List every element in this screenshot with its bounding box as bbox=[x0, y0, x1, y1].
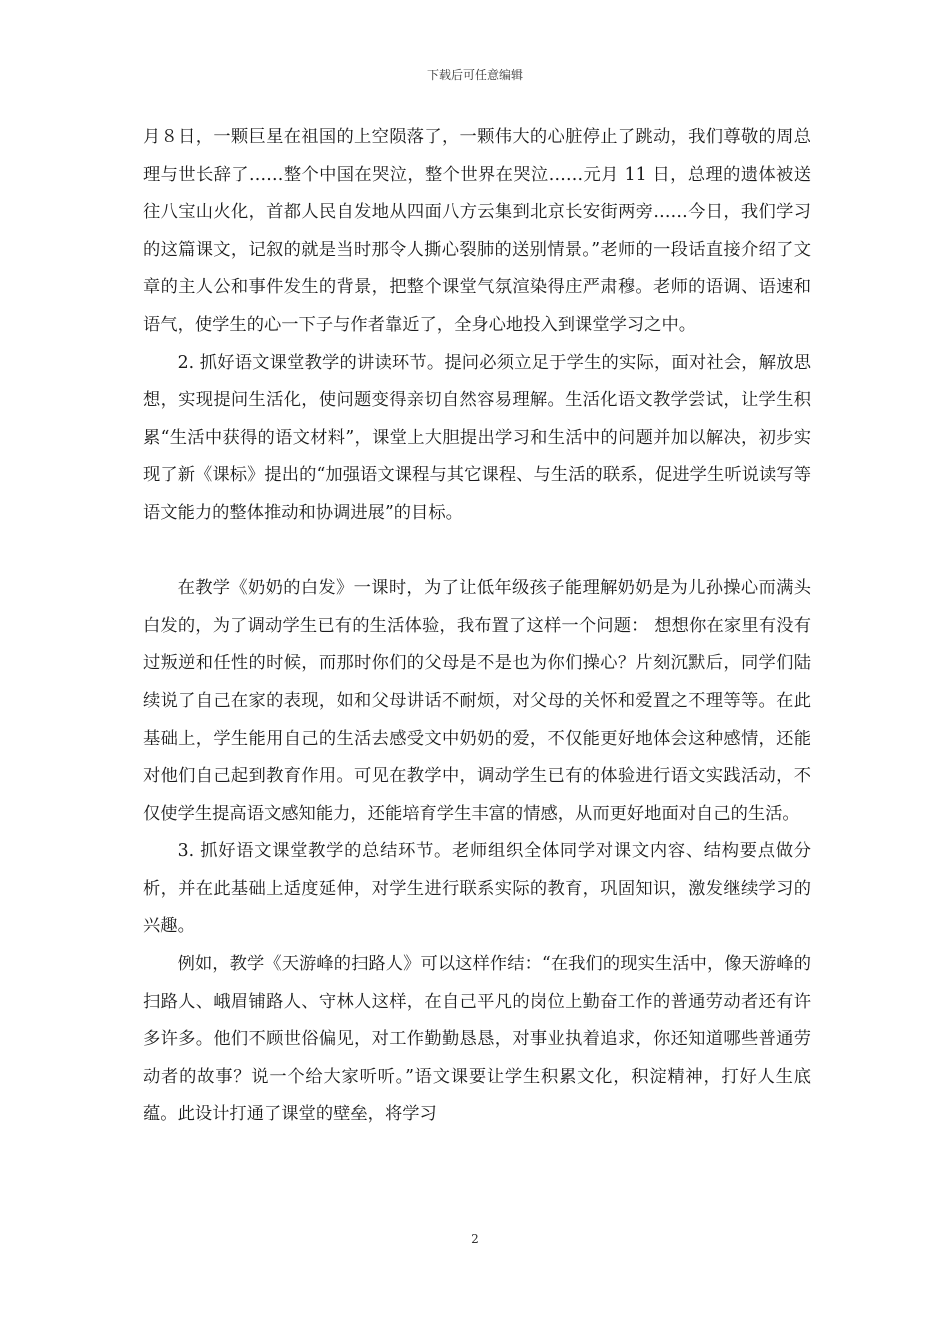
paragraph-sweeper-example: 例如，教学《天游峰的扫路人》可以这样作结：“在我们的现实生活中，像天游峰的扫路人、峨眉铺路人、守林人这样，在自己平凡的岗位上勤奋工作的普通劳动者还有许多许多。他们不顾世俗偏见，对工作勤勤恳恳，对事业执着追求，你还知道哪些普通劳动者的故事？说一个给大家听听。”语文课要让学生积累文化，积淀精神，打好人生底蕴。此设计打通了课堂的壁垒，将学习 bbox=[143, 954, 811, 1125]
document-body bbox=[143, 119, 811, 1134]
paragraph-reading-section: 2. 抓好语文课堂教学的讲读环节。提问必须立足于学生的实际，面对社会，解放思想，实现提问生活化，使问题变得亲切自然容易理解。生活化语文教学尝试，让学生积累“生活中获得的语文材料”，课堂上大胆提出学习和生活中的问题并加以解决，初步实现了新《课标》提出的“加强语文课程与其它课程、与生活的联系，促进学生听说读写等语文能力的整体推动和协调进展”的目标。 bbox=[143, 352, 811, 523]
paragraph-grandma-example: 在教学《奶奶的白发》一课时，为了让低年级孩子能理解奶奶是为儿孙操心而满头白发的，为了调动学生已有的生活体验，我布置了这样一个问题： 想想你在家里有没有过叛逆和任性的时候，而那时你们的父母是不是也为你们操心？片刻沉默后，同学们陆续说了自己在家的表现，如和父母讲话不耐烦，对父母的关怀和爱置之不理等等。在此基础上，学生能用自己的生活去感受文中奶奶的爱，不仅能更好地体会这种感情，还能对他们自己起到教育作用。可见在教学中，调动学生已有的体验进行语文实践活动，不仅使学生提高语文感知能力，还能培育学生丰富的情感，从而更好地面对自己的生活。 bbox=[143, 578, 811, 824]
paragraph-summary-section: 3. 抓好语文课堂教学的总结环节。老师组织全体同学对课文内容、结构要点做分析，并在此基础上适度延伸，对学生进行联系实际的教育，巩固知识，激发继续学习的兴趣。 bbox=[143, 841, 811, 937]
page-number: 2 bbox=[471, 1232, 479, 1246]
paragraph-spacer bbox=[143, 533, 811, 571]
page-header: 下载后可任意编辑 bbox=[426, 68, 523, 82]
paragraph-premier-farewell: 月８日，一颗巨星在祖国的上空陨落了，一颗伟大的心脏停止了跳动，我们尊敬的周总理与世长辞了……整个中国在哭泣，整个世界在哭泣……元月 11 日，总理的遗体被送往八宝山火化，首都人民自发地从四面八方云集到北京长安街两旁……今日，我们学习的这篇课文，记叙的就是当时那令人撕心裂肺的送别情景。”老师的一段话直接介绍了文章的主人公和事件发生的背景，把整个课堂气氛渲染得庄严肃穆。老师的语调、语速和语气，使学生的心一下子与作者靠近了，全身心地投入到课堂学习之中。 bbox=[143, 127, 811, 335]
